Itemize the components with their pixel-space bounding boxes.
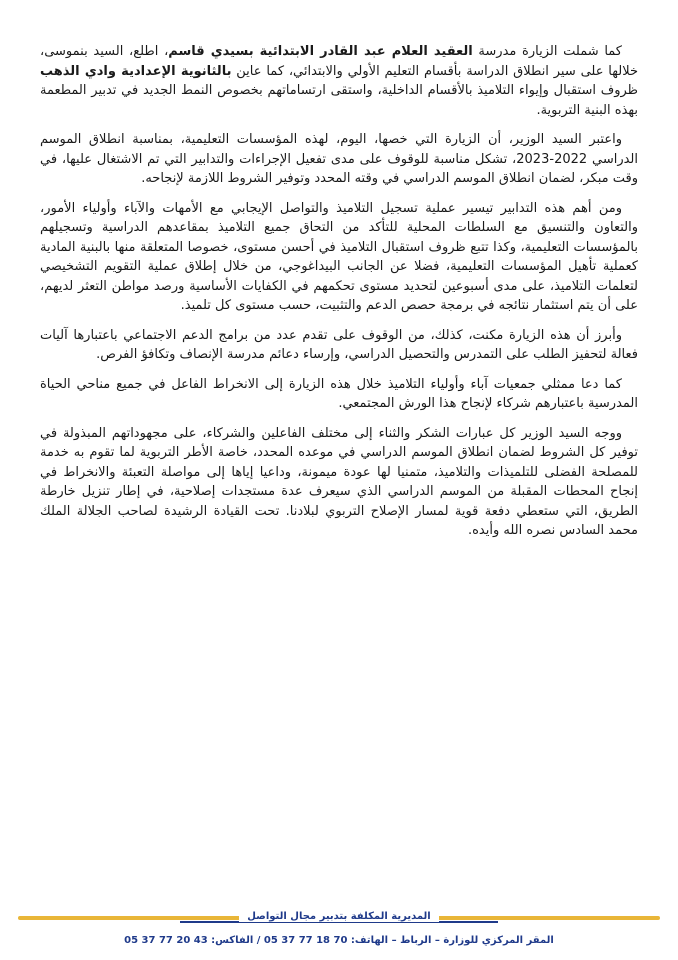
- paragraph-text: كما شملت الزيارة مدرسة: [472, 44, 622, 59]
- paragraph-emphasis: بالثانوية الإعدادية وادي الذهب: [40, 63, 232, 79]
- paragraph-text: وأبرز أن هذه الزيارة مكنت، كذلك، من الوقوف على تقدم عدد من برامج الدعم الاجتماعي باعتبارها آليات فعالة لتحفيز الطلب على التمدرس والتحصيل الدراسي، وإرساء دعائم مدرسة الإنصاف وتكافؤ الفرص.: [40, 327, 638, 362]
- paragraph-text: ظروف استقبال وإيواء التلاميذ بالأقسام الداخلية، واستقى ارتساماتهم بخصوص النمط الجديد في تدبير المطعمة بهذه البنية التربوية.: [40, 83, 638, 118]
- paragraph: [40, 42, 638, 120]
- paragraph-text: كما دعا ممثلي جمعيات آباء وأولياء التلاميذ خلال هذه الزيارة إلى الانخراط الفاعل في جميع مناحي الحياة المدرسية باعتبارهم شركاء لإنجاح هذا الورش المجتمعي.: [40, 376, 638, 411]
- paragraph: [40, 199, 638, 316]
- paragraph-text: ومن أهم هذه التدابير تيسير عملية تسجيل التلاميذ والتواصل الإيجابي مع الأمهات والآباء وأولياء الأمور، والتعاون والتنسيق مع السلطات المحلية للتأكد من التحاق جميع التلاميذ بمقاعدهم الدراسية وتسجيلهم بالمؤسسات التعليمية، وكذا تتبع ظروف استقبال التلاميذ في أحسن مستوى، خصوصا المتعلقة منها بالبنية المادية كعملية تأهيل المؤسسات التعليمية، فضلا عن الجانب البيداغوجي، من خلال إطلاق عملية التقويم التشخيصي لتعلمات التلاميذ، على مدى أسبوعين لتحديد مستوى تحكمهم في الكفايات الأساسية ورصد مواطن التعثر لديهم، على أن يتم استثمار نتائجه في برمجة حصص الدعم والتثبيت، حسب مستوى كل تلميذ.: [40, 200, 638, 313]
- paragraph-text: ووجه السيد الوزير كل عبارات الشكر والثناء إلى مختلف الفاعلين والشركاء، على مجهوداتهم المبذولة في توفير كل الشروط لضمان انطلاق الموسم الدراسي في موعده المحدد، خاصة الأطر التربوية لما تقوم به خدمة للمصلحة الفضلى للتلميذات والتلاميذ، متمنيا لها عودة ميمونة، وداعيا إياها إلى مواصلة التعبئة والانخراط في إنجاح المحطات المقبلة من الموسم الدراسي الذي سيعرف عدة مستجدات إصلاحية، في إطار تنزيل خارطة الطريق، التي ستعطي دفعة قوية لمسار الإصلاح التربوي لبلادنا. تحت القيادة الرشيدة لصاحب الجلالة الملك محمد السادس نصره الله وأيده.: [40, 425, 638, 538]
- paragraph-text: واعتبر السيد الوزير، أن الزيارة التي خصها، اليوم، لهذه المؤسسات التعليمية، بمناسبة انطلاق الموسم الدراسي 2022-2023، تشكل مناسبة للوقوف على مدى تفعيل الإجراءات والتدابير التي تم الاشتغال عليها، في وقت مبكر، لضمان انطلاق الموسم الدراسي في وقته المحدد وتوفير الشروط اللازمة لإنجاحه.: [40, 132, 638, 186]
- paragraph: [40, 424, 638, 541]
- article-body: [40, 42, 638, 551]
- paragraph: [40, 130, 638, 189]
- paragraph: [40, 375, 638, 414]
- footer-contact-info: المقر المركزي للوزارة – الرباط – الهاتف: 70 18 77 37 05 / الفاكس: 43 20 77 37 05: [124, 935, 554, 946]
- paragraph-text: ، اطلع، السيد بنموسى، خلالها على سير انطلاق الدراسة بأقسام التعليم الأولي والابتدائي، كما عاين: [40, 44, 638, 79]
- letterhead-footer: [0, 904, 678, 960]
- footer-organization-label: المديرية المكلفة بتدبير مجال التواصل: [239, 911, 438, 922]
- paragraph-emphasis: العقيد العلام عبد القادر الابتدائية بسيدي قاسم: [168, 44, 473, 59]
- footer-organization: [0, 911, 678, 922]
- paragraph: [40, 326, 638, 365]
